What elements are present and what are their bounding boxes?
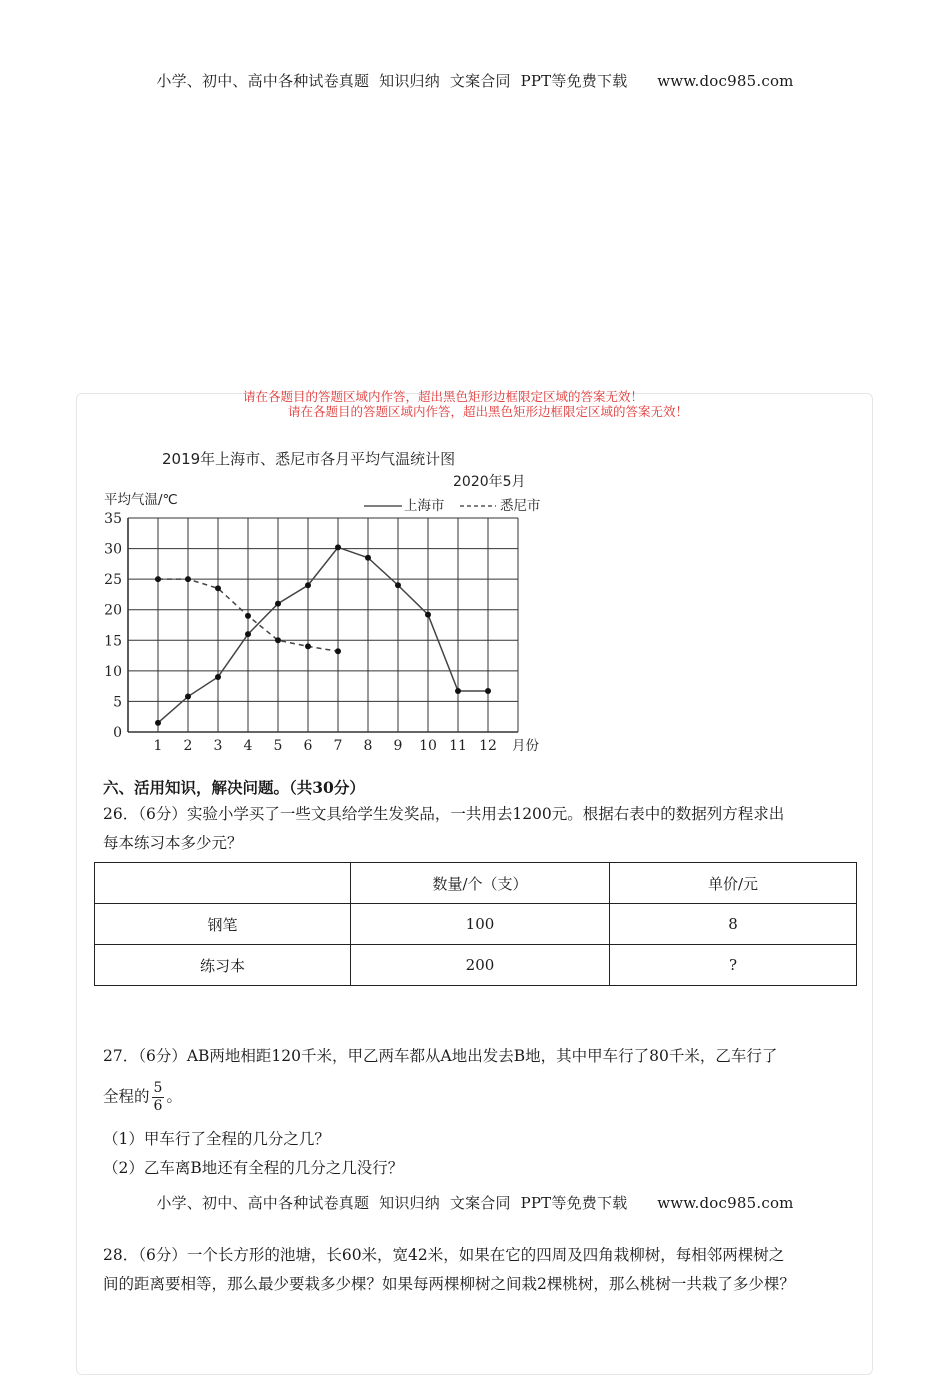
section-title: 六、活用知识，解决问题。（共30分） — [103, 778, 365, 797]
data-point — [485, 688, 491, 694]
data-point — [305, 582, 311, 588]
y-tick-label: 10 — [104, 663, 122, 680]
question-27-prefix: 全程的 — [103, 1087, 150, 1106]
fraction-numerator: 5 — [153, 1080, 163, 1096]
data-point — [215, 674, 221, 680]
x-tick-label: 11 — [449, 738, 467, 754]
data-point — [245, 631, 251, 637]
fraction-denominator: 6 — [153, 1098, 163, 1114]
y-tick-label: 20 — [104, 602, 122, 619]
data-point — [155, 720, 161, 726]
x-tick-label: 10 — [419, 738, 437, 754]
table-header-cell: 数量/个（支） — [351, 863, 610, 904]
page-header: 小学、初中、高中各种试卷真题 知识归纳 文案合同 PPT等免费下载 www.doc985.com — [156, 72, 794, 90]
question-27-line2 — [103, 1080, 182, 1115]
y-tick-label: 35 — [104, 511, 122, 527]
legend-label: 上海市 — [404, 498, 445, 514]
data-point — [365, 555, 371, 561]
table-cell: 练习本 — [95, 945, 351, 986]
table-header-cell — [95, 863, 351, 904]
table-cell: 100 — [351, 904, 610, 945]
question-28-line1: 28．（6分）一个长方形的池塘，长60米，宽42米，如果在它的四周及四角栽柳树，每相邻两棵树之 — [103, 1246, 785, 1264]
data-point — [275, 637, 281, 643]
x-axis-label: 月份 — [512, 738, 539, 754]
table-row — [95, 904, 857, 945]
data-point — [245, 613, 251, 619]
y-tick-label: 0 — [113, 725, 122, 741]
y-axis-label: 平均气温/℃ — [104, 492, 178, 508]
table-header-cell: 单价/元 — [610, 863, 857, 904]
data-point — [185, 694, 191, 700]
page-footer: 小学、初中、高中各种试卷真题 知识归纳 文案合同 PPT等免费下载 www.doc985.com — [156, 1194, 794, 1212]
x-tick-label: 3 — [213, 738, 223, 754]
data-point — [185, 576, 191, 582]
table-cell: 8 — [610, 904, 857, 945]
question-28-line2: 间的距离要相等，那么最少要栽多少棵？如果每两棵柳树之间栽2棵桃树，那么桃树一共栽了多少棵？ — [103, 1275, 795, 1293]
x-tick-label: 5 — [273, 738, 283, 754]
data-point — [275, 601, 281, 607]
data-point — [215, 585, 221, 591]
data-point — [335, 544, 341, 550]
data-point — [395, 582, 401, 588]
y-tick-label: 30 — [104, 541, 122, 558]
y-tick-label: 15 — [104, 633, 122, 650]
answer-region-warning-repeat: 请在各题目的答题区域内作答，超出黑色矩形边框限定区域的答案无效！ — [288, 404, 689, 419]
answer-region-warning: 请在各题目的答题区域内作答，超出黑色矩形边框限定区域的答案无效！ — [243, 389, 644, 404]
data-point — [455, 688, 461, 694]
x-tick-label: 2 — [183, 738, 193, 754]
x-tick-label: 12 — [479, 738, 497, 754]
question-27-sub1: （1）甲车行了全程的几分之几？ — [103, 1130, 330, 1148]
question-27-sub2: （2）乙车离B地还有全程的几分之几没行？ — [103, 1159, 404, 1177]
x-tick-label: 7 — [333, 738, 343, 754]
question-27-line1: 27．（6分）AB两地相距120千米，甲乙两车都从A地出发去B地，其中甲车行了80千米，乙车行了 — [103, 1047, 778, 1065]
chart-subtitle: 2020年5月 — [453, 474, 526, 490]
question-26-line1: 26．（6分）实验小学买了一些文具给学生发奖品，一共用去1200元。根据右表中的数据列方程求出 — [103, 805, 785, 823]
data-point — [305, 643, 311, 649]
y-tick-label: 25 — [104, 572, 122, 589]
stationery-table — [94, 862, 857, 986]
y-tick-label: 5 — [113, 694, 122, 711]
x-tick-label: 9 — [393, 738, 403, 754]
table-cell: 200 — [351, 945, 610, 986]
table-row — [95, 945, 857, 986]
shanghai-series-line — [158, 547, 488, 722]
table-header-row — [95, 863, 857, 904]
x-tick-label: 4 — [243, 738, 253, 754]
fraction — [152, 1080, 165, 1115]
table-cell: ? — [610, 945, 857, 986]
chart-title: 2019年上海市、悉尼市各月平均气温统计图 — [162, 450, 456, 468]
data-point — [425, 612, 431, 618]
x-tick-label: 1 — [153, 738, 163, 754]
x-tick-label: 8 — [363, 738, 373, 754]
temperature-chart — [96, 440, 566, 764]
x-tick-label: 6 — [303, 738, 313, 754]
question-26-line2: 每本练习本多少元？ — [103, 834, 243, 852]
table-cell: 钢笔 — [95, 904, 351, 945]
data-point — [335, 648, 341, 654]
question-27-suffix: 。 — [166, 1087, 182, 1106]
legend-label: 悉尼市 — [500, 498, 541, 514]
chart-canvas — [96, 440, 566, 760]
data-point — [155, 576, 161, 582]
